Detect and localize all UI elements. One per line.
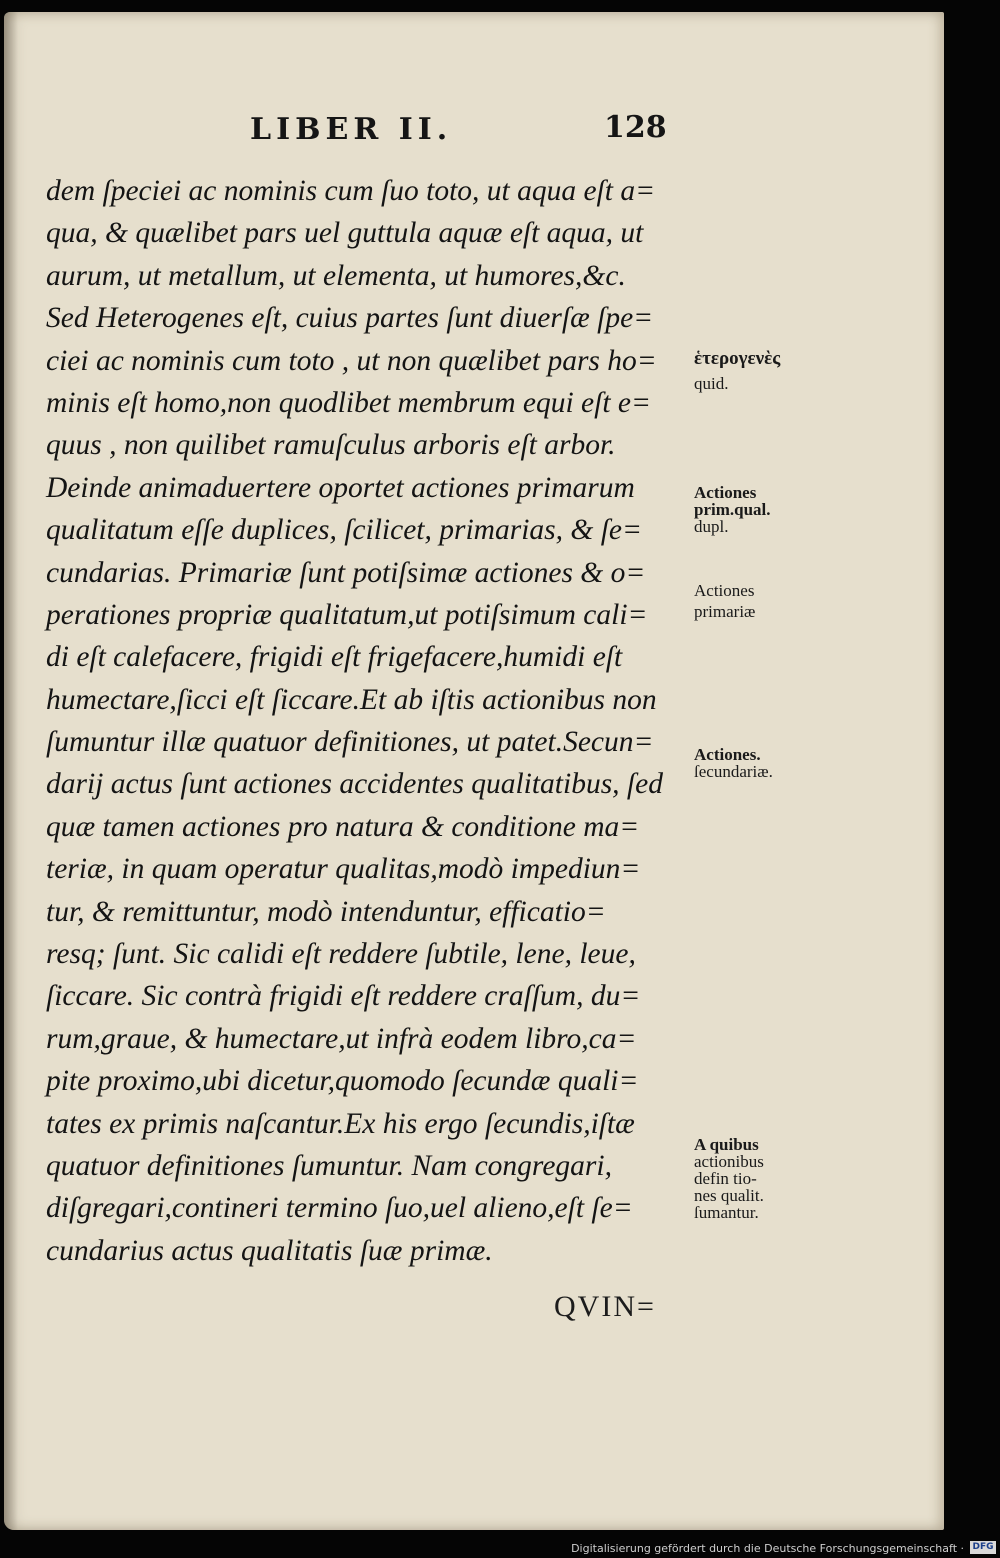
margin-notes — [694, 12, 834, 1412]
text-line: ſiccare. Sic contrà frigidi eſt reddere craſſum, du= — [46, 980, 641, 1013]
text-line: dem ſpeciei ac nominis cum ſuo toto, ut aqua eſt a= — [46, 175, 655, 207]
text-line: qualitatum eſſe duplices, ſcilicet, primarias, & ſe= — [46, 514, 642, 547]
text-line: qua, & quælibet pars uel guttula aquæ eſt aqua, ut — [46, 217, 644, 250]
dfg-logo-icon: DFG — [970, 1541, 996, 1554]
margin-note-actiones-secundariae: Actiones. ſecundariæ. — [694, 745, 773, 781]
text-line: perationes propriæ qualitatum,ut potiſsimum cali= — [46, 598, 648, 631]
margin-note-heterogenes: ἑτερογενὲς quid. — [694, 348, 781, 393]
text-line: tur, & remittuntur, modò intenduntur, efficatio= — [46, 895, 606, 928]
text-line: tates ex primis naſcantur.Ex his ergo ſecundis,iſtæ — [46, 1107, 635, 1140]
text-line: cundarias. Primariæ ſunt potiſsimæ actiones & o= — [46, 556, 646, 589]
text-line: resq; ſunt. Sic calidi eſt reddere ſubtile, lene, leue, — [46, 938, 636, 971]
book-page — [4, 12, 944, 1530]
text-line: di eſt calefacere, frigidi eſt frigefacere,humidi eſt — [46, 641, 623, 674]
text-line: quæ tamen actiones pro natura & conditione ma= — [46, 810, 640, 843]
footer — [0, 1538, 1000, 1558]
text-line: humectare,ſicci eſt ſiccare.Et ab iſtis actionibus non — [46, 683, 657, 716]
text-line: quatuor definitiones ſumuntur. Nam congregari, — [46, 1149, 612, 1182]
text-line: quus , non quilibet ramuſculus arboris eſt arbor. — [46, 429, 616, 462]
running-head: LIBER II. — [250, 112, 453, 147]
text-line: rum,graue, & humectare,ut infrà eodem libro,ca= — [46, 1022, 637, 1055]
text-line: teriæ, in quam operatur qualitas,modò impediun= — [46, 853, 641, 886]
body-text — [46, 170, 698, 1272]
catchword: QVIN= — [554, 1290, 656, 1323]
text-line: pite proximo,ubi dicetur,quomodo ſecundæ quali= — [46, 1065, 639, 1098]
text-line: cundarius actus qualitatis ſuæ primæ. — [46, 1234, 493, 1267]
text-line: ciei ac nominis cum toto , ut non quælibet pars ho= — [46, 344, 657, 377]
text-line: aurum, ut metallum, ut elementa, ut humores,&c. — [46, 259, 626, 292]
margin-note-a-quibus: A quibus actionibus defin tio- nes qualit. ſumantur. — [694, 1135, 764, 1222]
text-line: Sed Heterogenes eſt, cuius partes ſunt diuerſæ ſpe= — [46, 302, 654, 335]
page-number: 128 — [604, 110, 667, 145]
margin-note-actiones-duplices: Actiones prim.qual. dupl. — [694, 483, 771, 536]
text-line: ſumuntur illæ quatuor definitiones, ut patet.Secun= — [46, 726, 654, 759]
text-line: diſgregari,contineri termino ſuo,uel alieno,eſt ſe= — [46, 1192, 633, 1225]
text-line: Deinde animaduertere oportet actiones primarum — [46, 471, 635, 504]
margin-note-actiones-primariae: Actiones primariæ — [694, 581, 756, 621]
text-line: minis eſt homo,non quodlibet membrum equi eſt e= — [46, 386, 651, 419]
funding-credit: Digitalisierung gefördert durch die Deutsche Forschungsgemeinschaft · — [571, 1542, 964, 1555]
text-line: darij actus ſunt actiones accidentes qualitatibus, ſed — [46, 768, 663, 801]
